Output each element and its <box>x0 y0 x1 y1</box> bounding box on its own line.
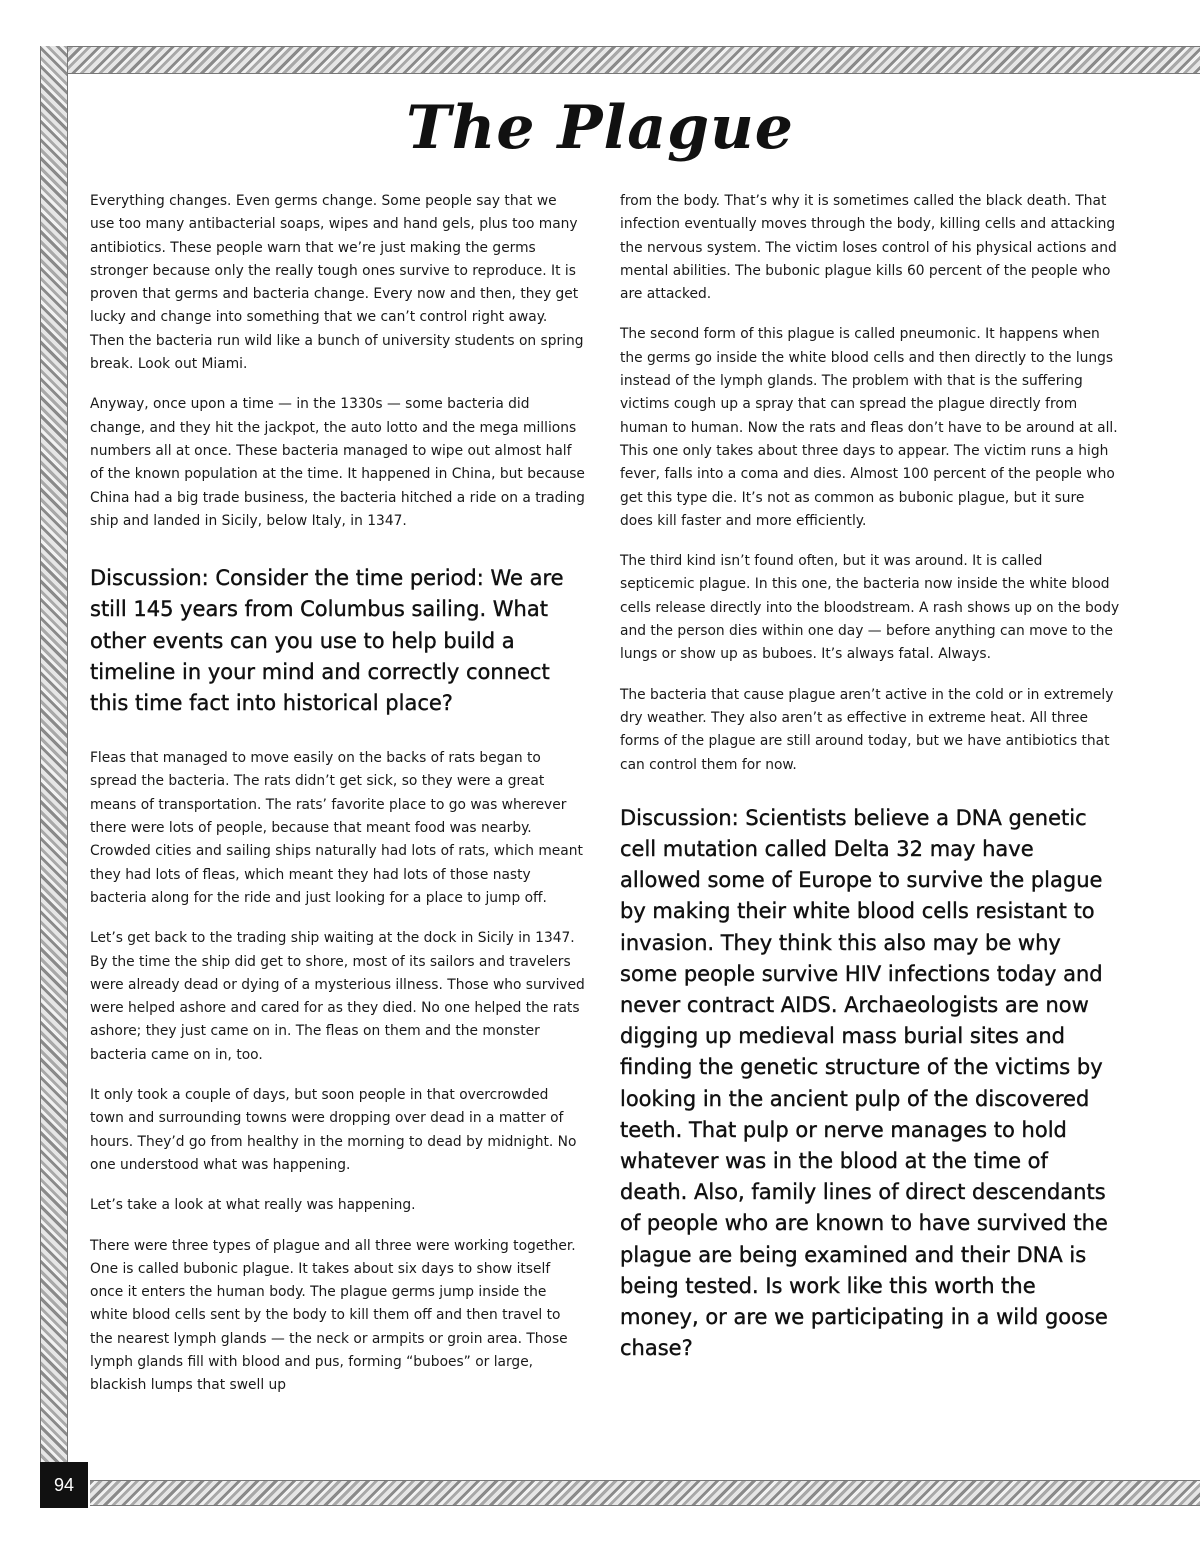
paragraph: It only took a couple of days, but soon people in that overcrowded town and surrounding towns were dropping over dead in a matter of hours. They’d go from healthy in the morning to dead by midnight. No one understood what was happening. <box>90 1087 577 1173</box>
paragraph: Let’s take a look at what really was happening. <box>90 1197 416 1214</box>
decorative-border-bottom <box>90 1480 1200 1506</box>
paragraph: There were three types of plague and all three were working together. One is called bubonic plague. It takes about six days to show itself once it enters the human body. The plague germs jump inside the white blood cells sent by the body to kill them off and then travel to the nearest lymph glands — the neck or armpits or groin area. Those lymph glands fill with blood and pus, forming “buboes” or large, blackish lumps that swell up <box>90 1237 576 1394</box>
left-column <box>90 190 585 1415</box>
paragraph: Fleas that managed to move easily on the backs of rats began to spread the bacteria. The rats didn’t get sick, so they were a great means of transportation. The rats’ favorite place to go was wherever there were lots of people, because that meant food was nearby. Crowded cities and sailing ships naturally had lots of rats, which meant they had lots of fleas, which meant they had lots of those nasty bacteria along for the ride and just looking for a place to jump off. <box>90 750 583 906</box>
discussion-question: Discussion: Consider the time period: We are still 145 years from Columbus sailing. What other events can you use to help build a timeline in your mind and correctly connect this time fact into historical place? <box>90 566 564 715</box>
paragraph: The bacteria that cause plague aren’t active in the cold or in extremely dry weather. They also aren’t as effective in extreme heat. All three forms of the plague are still around today, but we have antibiotics that can control them for now. <box>620 686 1114 773</box>
decorative-border-left <box>40 46 68 1466</box>
paragraph: Anyway, once upon a time — in the 1330s — some bacteria did change, and they hit the jackpot, the auto lotto and the mega millions numbers all at once. These bacteria managed to wipe out almost half of the known population at the time. It happened in China, but because China had a big trade business, the bacteria hitched a ride on a trading ship and landed in Sicily, below Italy, in 1347. <box>90 396 585 529</box>
paragraph: The second form of this plague is called pneumonic. It happens when the germs go inside the white blood cells and then directly to the lungs instead of the lymph glands. The problem with that is the suffering victims cough up a spray that can spread the plague directly from human to human. Now the rats and fleas don’t have to be around at all. This one only takes about three days to appear. The victim runs a high fever, falls into a coma and dies. Almost 100 percent of the people who get this type die. It’s not as common as bubonic plague, but it sure does kill faster and more efficiently. <box>620 326 1118 529</box>
page-title: The Plague <box>406 93 794 163</box>
paragraph: The third kind isn’t found often, but it was around. It is called septicemic plague. In this one, the bacteria now inside the white blood cells release directly into the bloodstream. A rash shows up on the body and the person dies within one day — before anything can move to the lungs or show up as buboes. It’s always fatal. Always. <box>620 553 1120 663</box>
page-number: 94 <box>40 1462 88 1508</box>
paragraph: from the body. That’s why it is sometimes called the black death. That infection eventually moves through the body, killing cells and attacking the nervous system. The victim loses control of his physical actions and mental abilities. The bubonic plague kills 60 percent of the people who are attacked. <box>620 193 1117 303</box>
paragraph: Let’s get back to the trading ship waiting at the dock in Sicily in 1347. By the time the ship did get to shore, most of its sailors and travelers were already dead or dying of a mysterious illness. Those who survived were helped ashore and cared for as they died. No one helped the rats ashore; they just came on in. The fleas on them and the monster bacteria came on in, too. <box>90 930 585 1063</box>
right-column <box>620 190 1120 1392</box>
paragraph: Everything changes. Even germs change. Some people say that we use too many antibacterial soaps, wipes and hand gels, plus too many antibiotics. These people warn that we’re just making the germs stronger because only the really tough ones survive to reproduce. It is proven that germs and bacteria change. Every now and then, they get lucky and change into something that we can’t control right away. Then the bacteria run wild like a bunch of university students on spring break. Look out Miami. <box>90 193 584 373</box>
decorative-border-top <box>42 46 1200 74</box>
discussion-question: Discussion: Scientists believe a DNA genetic cell mutation called Delta 32 may have allowed some of Europe to survive the plague by making their white blood cells resistant to invasion. They think this also may be why some people survive HIV infections today and never contract AIDS. Archaeologists are now digging up medieval mass burial sites and finding the genetic structure of the victims by looking in the ancient pulp of the discovered teeth. That pulp or nerve manages to hold whatever was in the blood at the time of death. Also, family lines of direct descendants of people who are known to have survived the plague are being examined and their DNA is being tested. Is work like this worth the money, or are we participating in a wild goose chase? <box>620 805 1108 1361</box>
